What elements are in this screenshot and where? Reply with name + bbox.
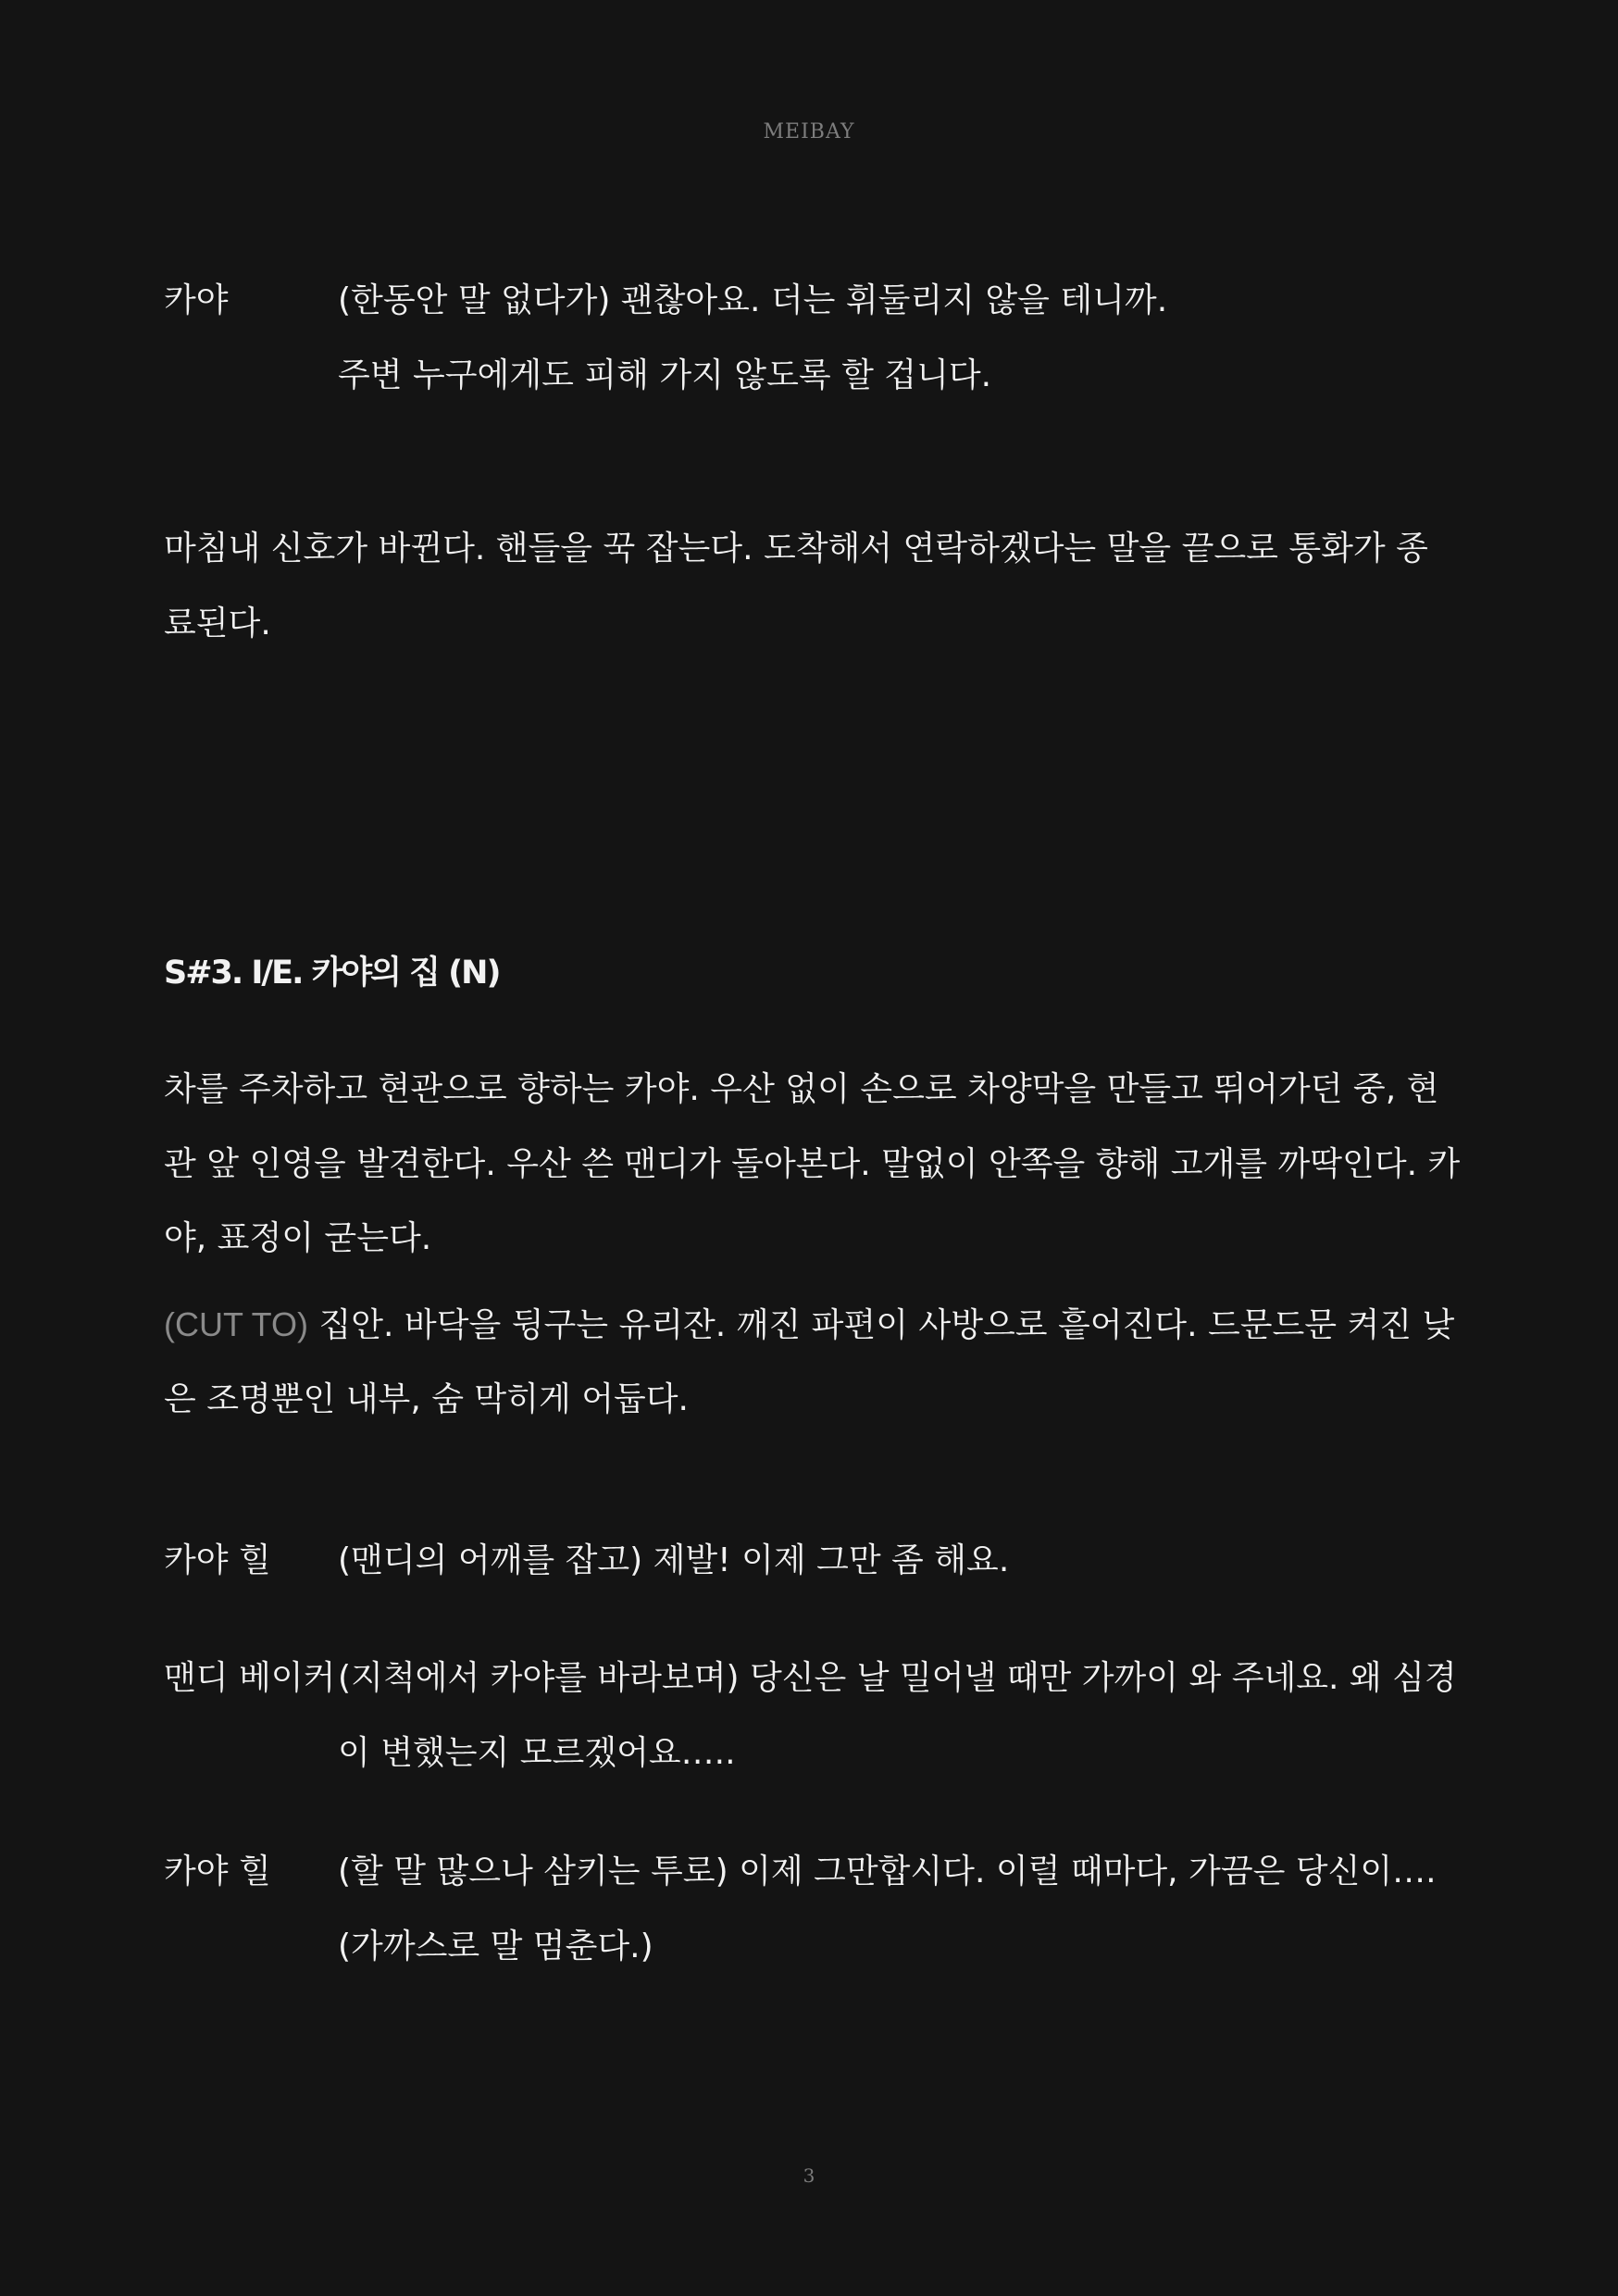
dialogue-line: (한동안 말 없다가) 괜찮아요. 더는 휘둘리지 않을 테니까. bbox=[338, 281, 1168, 319]
scene-heading: S#3. I/E. 카야의 집 (N) bbox=[164, 955, 500, 992]
transition-tag: (CUT TO) bbox=[164, 1305, 309, 1343]
action-line: 관 앞 인영을 발견한다. 우산 쓴 맨디가 돌아본다. 말없이 안쪽을 향해 고개를 까딱인다. 카 bbox=[164, 1145, 1461, 1183]
speaker-name: 카야 힐 bbox=[164, 1853, 271, 1890]
page-number: 3 bbox=[803, 2165, 815, 2187]
dialogue-line: (할 말 많으나 삼키는 투로) 이제 그만합시다. 이럴 때마다, 가끔은 당신이…. bbox=[338, 1853, 1437, 1890]
speaker-name: 카야 힐 bbox=[164, 1541, 271, 1579]
action-line: 야, 표정이 굳는다. bbox=[164, 1219, 432, 1257]
action-line: 마침내 신호가 바뀐다. 핸들을 꾹 잡는다. 도착해서 연락하겠다는 말을 끝으로 통화가 종 bbox=[164, 530, 1428, 568]
document-header: MEIBAY bbox=[763, 120, 855, 144]
dialogue-line: 주변 누구에게도 피해 가지 않도록 할 겁니다. bbox=[338, 356, 992, 394]
action-line bbox=[164, 1306, 1454, 1344]
speaker-name: 맨디 베이커 bbox=[164, 1659, 336, 1697]
speaker-name: 카야 bbox=[164, 281, 229, 319]
action-line: 차를 주차하고 현관으로 향하는 카야. 우산 없이 손으로 차양막을 만들고 뛰어가던 중, 현 bbox=[164, 1070, 1439, 1108]
action-line: 료된다. bbox=[164, 605, 271, 643]
dialogue-line: 이 변했는지 모르겠어요….. bbox=[338, 1734, 736, 1772]
action-line: 은 조명뿐인 내부, 숨 막히게 어둡다. bbox=[164, 1380, 689, 1418]
action-text: 집안. 바닥을 뒹구는 유리잔. 깨진 파편이 사방으로 흩어진다. 드문드문 켜진 낮 bbox=[308, 1306, 1455, 1344]
dialogue-line: (맨디의 어깨를 잡고) 제발! 이제 그만 좀 해요. bbox=[338, 1541, 1010, 1579]
dialogue-line: (지척에서 카야를 바라보며) 당신은 날 밀어낼 때만 가까이 와 주네요. 왜 심경 bbox=[338, 1659, 1457, 1697]
dialogue-line: (가까스로 말 멈춘다.) bbox=[338, 1928, 653, 1965]
